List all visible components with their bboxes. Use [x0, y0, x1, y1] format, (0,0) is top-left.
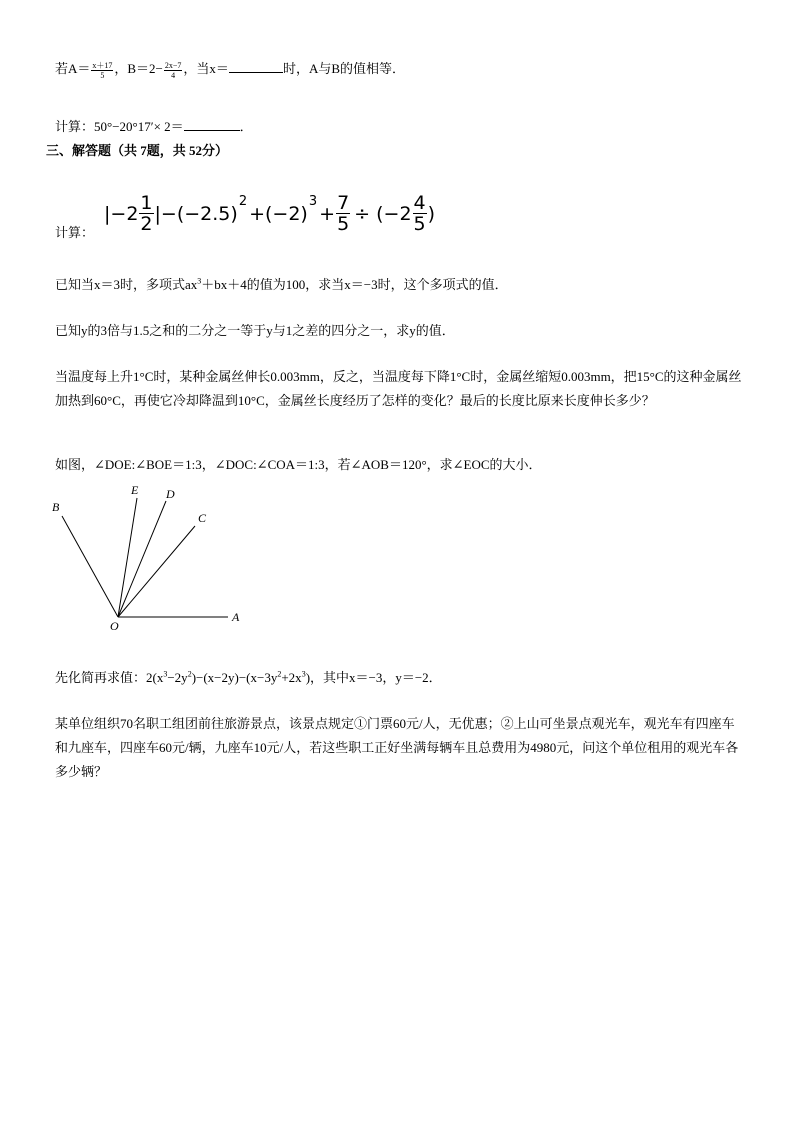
ray-oe — [118, 498, 137, 617]
simplify-text: 先化简再求值：2(x — [55, 670, 164, 685]
expr-fraction-num: 4 — [413, 192, 426, 214]
expr-part: ÷ (−2 — [354, 202, 412, 225]
q2-text: 计算：50°−20°17′× 2＝ — [55, 119, 184, 134]
label-c: C — [198, 511, 207, 525]
label-o: O — [110, 619, 119, 633]
label-e: E — [131, 483, 139, 497]
poly-exponent: 3 — [197, 276, 202, 286]
answer-blank[interactable] — [184, 118, 240, 131]
question-temperature: 当温度每上升1°C时，某种金属丝伸长0.003mm，反之，当温度每下降1°C时，金属丝缩短0.003mm，把15°C的这种金属丝加热到60°C，再使它冷却降温到10°C，金属丝长度经历了怎样的变化？最后的长度比原来长度伸长多少？ — [55, 369, 742, 408]
expr-exponent: 2 — [238, 194, 248, 209]
question-fill-equal-values — [55, 60, 405, 80]
question-solve-y: 已知y的3倍与1.5之和的二分之一等于y与1之差的四分之一，求y的值． — [55, 323, 455, 338]
simplify-text: )，其中x＝−3，y＝−2． — [305, 670, 442, 685]
label-a: A — [232, 610, 240, 624]
expr-fraction-num: 1 — [140, 192, 153, 214]
angle-figure — [40, 480, 260, 640]
simplify-text: −2y — [167, 670, 188, 685]
fraction-a-denominator: 5 — [100, 70, 105, 80]
label-b: B — [52, 500, 60, 514]
q1-suffix: ，当x＝ — [183, 61, 229, 76]
expr-fraction-num: 7 — [337, 192, 350, 214]
question-polynomial — [55, 276, 508, 294]
calc-label: 计算： — [55, 225, 95, 240]
poly-text: 已知当x＝3时，多项式ax — [55, 277, 198, 292]
simplify-exponent: 2 — [187, 669, 192, 679]
q1-prefix: 若A＝ — [55, 61, 91, 76]
expr-part: + — [319, 202, 336, 225]
section-title: 三、解答题（共 7题，共 52分） — [46, 143, 229, 158]
expr-fraction — [139, 193, 153, 234]
question-angle-calc — [55, 118, 253, 136]
expr-part: ) — [427, 202, 436, 225]
simplify-exponent: 3 — [301, 669, 306, 679]
answer-blank[interactable] — [229, 60, 283, 73]
simplify-exponent: 3 — [163, 669, 168, 679]
expr-part: |−(−2.5) — [154, 202, 238, 225]
expr-fraction — [336, 193, 350, 234]
simplify-exponent: 2 — [277, 669, 282, 679]
question-bus-rental: 某单位组织70名职工组团前往旅游景点，该景点规定①门票60元/人，无优惠；②上山可坐景点观光车，观光车有四座车和九座车，四座车60元/辆，九座车10元/人，若这些职工正好坐满每辆车且总费用为4980元，问这个单位租用的观光车各多少辆？ — [55, 716, 739, 779]
fraction-a — [91, 61, 113, 80]
ray-od — [118, 501, 166, 617]
question-simplify — [55, 669, 442, 687]
q1-mid: ，B＝2− — [114, 61, 163, 76]
ray-ob — [62, 516, 118, 617]
expr-exponent: 3 — [308, 194, 318, 209]
expr-fraction-den: 5 — [337, 213, 350, 235]
expr-fraction-den: 2 — [140, 213, 153, 235]
poly-text: ＋bx＋4的值为100，求当x＝−3时，这个多项式的值． — [201, 277, 508, 292]
fraction-a-numerator: x＋17 — [92, 60, 113, 70]
expr-part: |−2 — [104, 202, 139, 225]
question-angle: 如图，∠DOE:∠BOE＝1:3，∠DOC:∠COA＝1:3，若∠AOB＝120°，求∠EOC的大小． — [55, 457, 542, 472]
ray-oc — [118, 526, 195, 617]
simplify-text: )−(x−2y)−(x−3y — [191, 670, 278, 685]
fraction-b-denominator: 4 — [171, 70, 176, 80]
expr-fraction — [413, 193, 427, 234]
expr-fraction-den: 5 — [413, 213, 426, 235]
calc-expression — [104, 193, 435, 234]
fraction-b — [164, 61, 183, 80]
q2-end: ． — [239, 119, 253, 134]
simplify-text: +2x — [281, 670, 302, 685]
q1-end: 时，A与B的值相等． — [282, 61, 405, 76]
expr-part: +(−2) — [249, 202, 308, 225]
label-d: D — [166, 487, 175, 501]
fraction-b-numerator: 2x−7 — [164, 60, 182, 70]
